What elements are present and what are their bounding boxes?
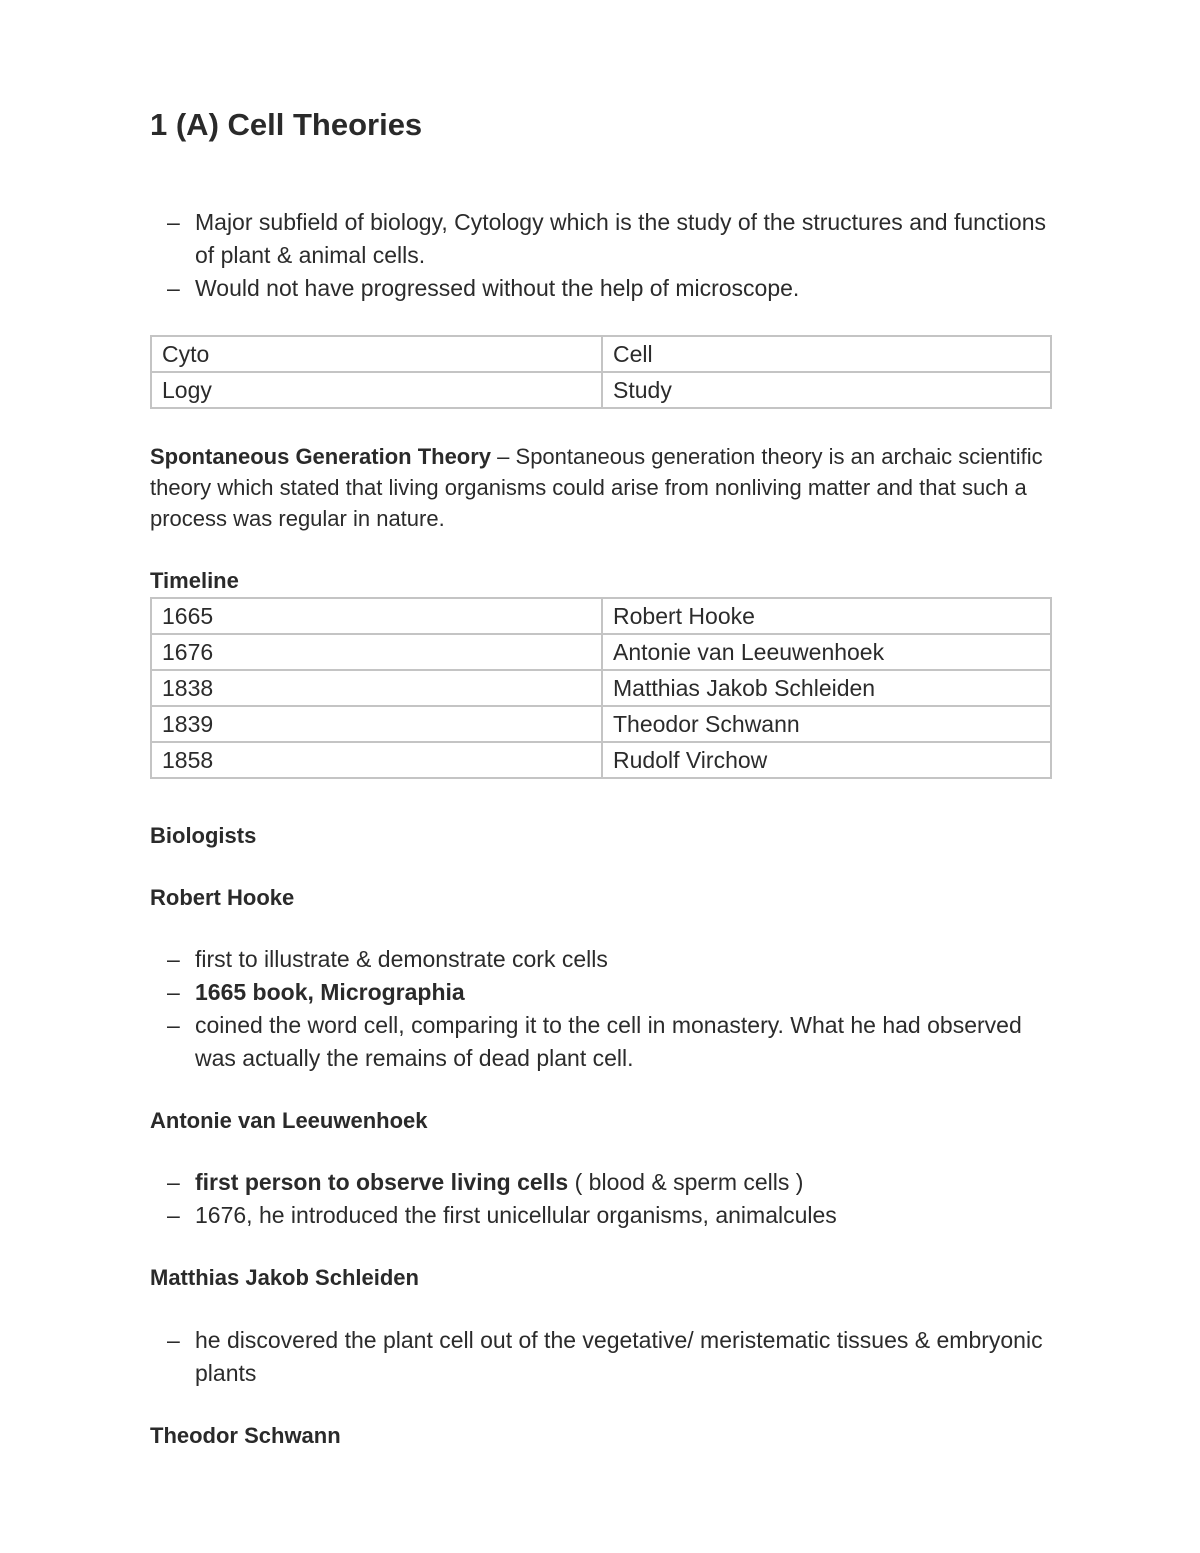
spontaneous-term: Spontaneous Generation Theory [150,444,492,469]
dash-bullet: – [167,275,180,301]
table-cell: Cell [602,336,1051,372]
table-cell-name: Robert Hooke [602,598,1051,634]
timeline-table [150,597,1052,779]
page-title: 1 (A) Cell Theories [150,107,423,142]
table-row [151,742,1051,778]
spontaneous-generation-paragraph [150,441,1052,534]
table-cell-year: 1676 [151,634,602,670]
table-cell-year: 1858 [151,742,602,778]
list-item [150,1009,1052,1075]
table-cell: Study [602,372,1051,408]
table-row [151,598,1051,634]
dash-bullet: – [167,979,180,1005]
list-item-text: he discovered the plant cell out of the vegetative/ meristematic tissues & embryonic plants [195,1327,1043,1386]
table-row [151,706,1051,742]
schwann-heading: Theodor Schwann [150,1423,341,1448]
spontaneous-definition: Spontaneous generation theory is an archaic scientific theory which stated that living organisms could arise from nonliving matter and that such a process was regular in nature. [150,444,1043,531]
list-item [150,206,1052,272]
list-item [150,272,1052,305]
list-item [150,976,1052,1009]
dash-bullet: – [167,1169,180,1195]
list-item [150,1199,1052,1232]
list-item-text: first to illustrate & demonstrate cork cells [195,946,608,972]
leeuwenhoek-list [150,1166,1052,1232]
list-item-text: Major subfield of biology, Cytology which is the study of the structures and functions of plant & animal cells. [195,209,1047,268]
leeuwenhoek-heading: Antonie van Leeuwenhoek [150,1108,428,1133]
table-cell-year: 1838 [151,670,602,706]
table-row [151,336,1051,372]
dash-bullet: – [167,1327,180,1353]
separator: – [491,444,516,469]
list-item-text: 1676, he introduced the first unicellular organisms, animalcules [195,1202,837,1228]
table-row [151,670,1051,706]
list-item [150,1166,1052,1199]
dash-bullet: – [167,209,180,235]
dash-bullet: – [167,1012,180,1038]
list-item [150,1324,1052,1390]
list-item [150,943,1052,976]
table-cell-name: Rudolf Virchow [602,742,1051,778]
table-cell-name: Antonie van Leeuwenhoek [602,634,1051,670]
table-cell: Cyto [151,336,602,372]
table-cell: Logy [151,372,602,408]
table-row [151,372,1051,408]
hooke-list [150,943,1052,1075]
etymology-table [150,335,1052,409]
dash-bullet: – [167,1202,180,1228]
table-cell-name: Matthias Jakob Schleiden [602,670,1051,706]
timeline-heading: Timeline [150,568,239,593]
intro-list [150,206,1052,305]
list-item-text: ( blood & sperm cells ) [568,1169,804,1195]
list-item-text: coined the word cell, comparing it to the cell in monastery. What he had observed was actually the remains of dead plant cell. [195,1012,1022,1071]
table-cell-year: 1665 [151,598,602,634]
list-item-text: 1665 book, Micrographia [195,979,465,1005]
hooke-heading: Robert Hooke [150,885,295,910]
list-item-bold-text: first person to observe living cells [195,1169,569,1195]
table-cell-name: Theodor Schwann [602,706,1051,742]
list-item-text: Would not have progressed without the help of microscope. [195,275,800,301]
schleiden-list [150,1324,1052,1390]
schleiden-heading: Matthias Jakob Schleiden [150,1265,419,1290]
dash-bullet: – [167,946,180,972]
biologists-heading: Biologists [150,823,257,848]
table-row [151,634,1051,670]
table-cell-year: 1839 [151,706,602,742]
